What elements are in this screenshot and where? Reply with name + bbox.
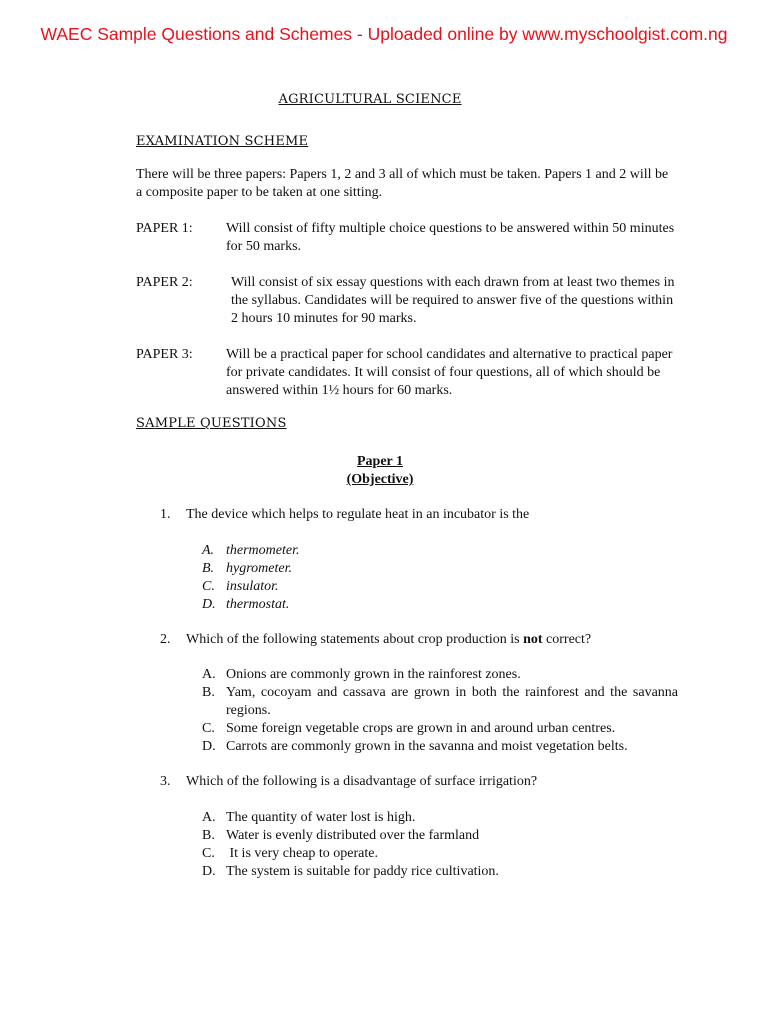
option-text: Water is evenly distributed over the farmland (226, 828, 480, 843)
option-letter: C. (202, 579, 215, 594)
option-b (202, 560, 678, 578)
paper-subtitle: (Objective) (346, 472, 414, 487)
option-letter: B. (202, 685, 215, 700)
option-c (202, 578, 678, 596)
sample-questions-heading: SAMPLE QUESTIONS (136, 416, 287, 431)
subject-title: AGRICULTURAL SCIENCE (278, 92, 462, 107)
option-text: thermometer. (226, 543, 300, 558)
option-letter: D. (202, 864, 216, 879)
emphasis-word: not (523, 632, 543, 647)
question-2-options (202, 666, 678, 756)
option-c (202, 720, 678, 738)
option-text: hygrometer. (226, 561, 292, 576)
option-text: It is very cheap to operate. (226, 846, 378, 861)
question-number: 1. (160, 507, 171, 522)
option-b (202, 827, 678, 845)
option-text: insulator. (226, 579, 279, 594)
examination-scheme-heading: EXAMINATION SCHEME (136, 134, 309, 149)
option-a (202, 666, 678, 684)
question-3-options (202, 809, 678, 881)
question-text: Which of the following is a disadvantage of surface irrigation? (186, 774, 538, 789)
option-c (202, 845, 678, 863)
option-letter: D. (202, 597, 216, 612)
scheme-intro-paragraph: There will be three papers: Papers 1, 2 and 3 all of which must be taken. Papers 1 and 2 will be a composite paper to be taken at one sitting. (136, 167, 669, 200)
option-letter: B. (202, 828, 215, 843)
option-letter: A. (202, 667, 216, 682)
option-text: Yam, cocoyam and cassava are grown in both the rainforest and the savanna regions. (226, 685, 678, 718)
option-d (202, 738, 678, 756)
option-text: The quantity of water lost is high. (226, 810, 416, 825)
option-letter: C. (202, 721, 215, 736)
option-letter: D. (202, 739, 216, 754)
paper-1-label: PAPER 1: (136, 221, 193, 236)
option-letter: A. (202, 543, 215, 558)
option-text: Carrots are commonly grown in the savanna and moist vegetation belts. (226, 739, 628, 754)
option-d (202, 596, 678, 614)
option-letter: C. (202, 846, 215, 861)
option-a (202, 809, 678, 827)
question-number: 2. (160, 632, 171, 647)
paper-2-label: PAPER 2: (136, 275, 193, 290)
question-text-end: correct? (542, 632, 592, 647)
option-b (202, 684, 678, 720)
option-letter: B. (202, 561, 215, 576)
question-number: 3. (160, 774, 171, 789)
option-d (202, 863, 678, 881)
option-letter: A. (202, 810, 216, 825)
option-text: thermostat. (226, 597, 290, 612)
question-text-start: Which of the following statements about crop production is (186, 632, 524, 647)
option-text: Some foreign vegetable crops are grown in and around urban centres. (226, 721, 616, 736)
option-text: The system is suitable for paddy rice cultivation. (226, 864, 499, 879)
paper-title: Paper 1 (356, 454, 403, 469)
option-a (202, 542, 678, 560)
question-1-options (202, 542, 678, 614)
source-banner: WAEC Sample Questions and Schemes - Uploaded online by www.myschoolgist.com.ng (40, 24, 728, 44)
option-text: Onions are commonly grown in the rainforest zones. (226, 667, 521, 682)
paper-3-label: PAPER 3: (136, 347, 193, 362)
paper-1-text: Will consist of fifty multiple choice questions to be answered within 50 minutes for 50 marks. (226, 221, 675, 254)
paper-2-text: Will consist of six essay questions with each drawn from at least two themes in the syllabus. Candidates will be required to answer five of the questions within 2 hours 10 minutes for 90 marks. (231, 275, 675, 326)
question-text (186, 631, 680, 649)
paper-3-text: Will be a practical paper for school candidates and alternative to practical paper for private candidates. It will consist of four questions, all of which should be answered within 1½ hours for 60 marks. (226, 347, 673, 398)
question-text: The device which helps to regulate heat in an incubator is the (186, 507, 530, 522)
